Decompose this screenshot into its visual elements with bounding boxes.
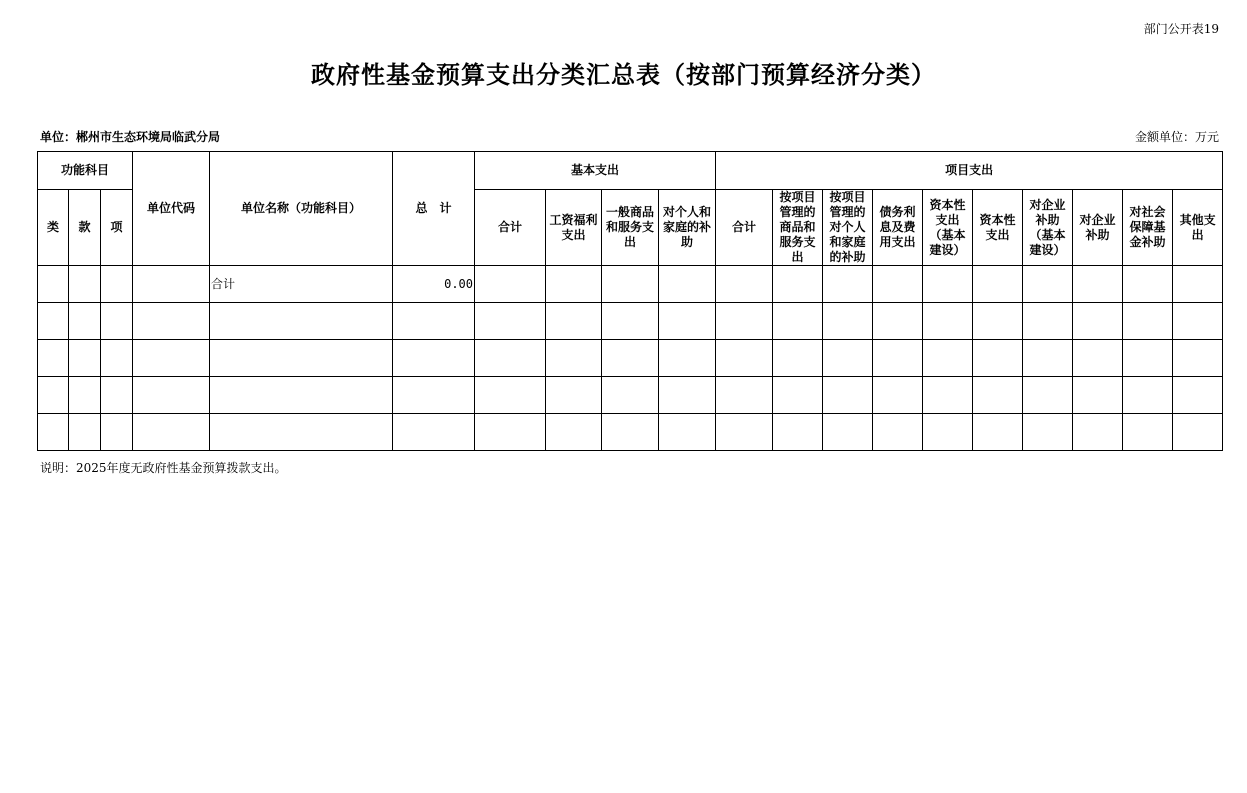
header-project-col: 对社会保障基金补助: [1123, 190, 1173, 266]
cell-amount: [1023, 340, 1073, 377]
cell-lei: [38, 377, 69, 414]
cell-total: [393, 340, 475, 377]
cell-lei: [38, 414, 69, 451]
cell-amount: [716, 266, 773, 303]
cell-unit-name: 合计: [210, 266, 393, 303]
header-project-col: 资本性支出: [973, 190, 1023, 266]
cell-unit-code: [133, 266, 210, 303]
cell-amount: [602, 340, 659, 377]
header-kuan: 款: [69, 190, 101, 266]
cell-xiang: [101, 377, 133, 414]
cell-amount: [1073, 414, 1123, 451]
cell-unit-code: [133, 377, 210, 414]
cell-amount: [823, 266, 873, 303]
amount-unit: 金额单位：万元: [1134, 130, 1219, 144]
cell-kuan: [69, 377, 101, 414]
cell-xiang: [101, 414, 133, 451]
cell-amount: [659, 377, 716, 414]
cell-amount: [1023, 377, 1073, 414]
header-function-subject: 功能科目: [38, 152, 133, 190]
table-row: [38, 266, 1223, 303]
cell-amount: [823, 340, 873, 377]
cell-amount: [1073, 340, 1123, 377]
cell-unit-name: [210, 340, 393, 377]
cell-xiang: [101, 340, 133, 377]
cell-amount: [873, 303, 923, 340]
cell-total: [393, 377, 475, 414]
footnote: 说明：2025年度无政府性基金预算拨款支出。: [40, 461, 287, 475]
cell-amount: [823, 377, 873, 414]
cell-amount: [973, 266, 1023, 303]
reporting-unit: 单位：郴州市生态环境局临武分局: [40, 130, 221, 144]
header-basic-col: 对个人和家庭的补助: [659, 190, 716, 266]
cell-amount: [1073, 303, 1123, 340]
cell-kuan: [69, 340, 101, 377]
cell-amount: [716, 377, 773, 414]
table-row: [38, 377, 1223, 414]
header-project-col: 债务利息及费用支出: [873, 190, 923, 266]
cell-amount: [546, 303, 602, 340]
header-xiang: 项: [101, 190, 133, 266]
table-row: [38, 414, 1223, 451]
cell-amount: [1123, 377, 1173, 414]
cell-amount: [1073, 377, 1123, 414]
cell-amount: [773, 414, 823, 451]
cell-amount: [475, 303, 546, 340]
cell-amount: [546, 377, 602, 414]
cell-amount: [659, 340, 716, 377]
cell-amount: [1123, 414, 1173, 451]
cell-amount: [773, 303, 823, 340]
cell-amount: [773, 377, 823, 414]
cell-kuan: [69, 414, 101, 451]
header-basic-expenditure: 基本支出: [475, 152, 716, 190]
cell-amount: [602, 303, 659, 340]
cell-unit-name: [210, 377, 393, 414]
cell-amount: [773, 266, 823, 303]
table-row: [38, 340, 1223, 377]
cell-amount: [1173, 377, 1223, 414]
cell-amount: [973, 303, 1023, 340]
cell-total: 0.00: [393, 266, 475, 303]
cell-amount: [1123, 340, 1173, 377]
cell-amount: [1173, 303, 1223, 340]
cell-unit-code: [133, 303, 210, 340]
page-title: 政府性基金预算支出分类汇总表（按部门预算经济分类）: [311, 61, 936, 89]
cell-amount: [475, 377, 546, 414]
header-project-col: 对企业补助: [1073, 190, 1123, 266]
cell-amount: [1173, 266, 1223, 303]
cell-lei: [38, 266, 69, 303]
cell-amount: [973, 340, 1023, 377]
cell-kuan: [69, 266, 101, 303]
cell-amount: [1073, 266, 1123, 303]
header-lei: 类: [38, 190, 69, 266]
cell-amount: [1123, 303, 1173, 340]
cell-lei: [38, 303, 69, 340]
header-basic-col: 工资福利支出: [546, 190, 602, 266]
cell-amount: [475, 266, 546, 303]
header-basic-col: 合计: [475, 190, 546, 266]
cell-amount: [659, 414, 716, 451]
cell-amount: [923, 303, 973, 340]
cell-unit-code: [133, 340, 210, 377]
cell-amount: [923, 377, 973, 414]
cell-lei: [38, 340, 69, 377]
cell-total: [393, 414, 475, 451]
cell-amount: [1023, 414, 1073, 451]
form-number: 部门公开表19: [1143, 22, 1219, 36]
expenditure-table: [37, 151, 1223, 451]
header-project-col: 其他支出: [1173, 190, 1223, 266]
cell-total: [393, 303, 475, 340]
cell-amount: [823, 414, 873, 451]
table-row: [38, 303, 1223, 340]
header-project-col: 对企业补助（基本建设）: [1023, 190, 1073, 266]
cell-amount: [602, 414, 659, 451]
cell-amount: [475, 340, 546, 377]
table-body: [38, 266, 1223, 451]
cell-unit-name: [210, 414, 393, 451]
header-unit-code: 单位代码: [133, 152, 210, 266]
header-project-col: 合计: [716, 190, 773, 266]
cell-amount: [873, 377, 923, 414]
header-total: 总 计: [393, 152, 475, 266]
cell-amount: [546, 266, 602, 303]
cell-amount: [602, 377, 659, 414]
cell-amount: [973, 377, 1023, 414]
header-project-col: 资本性支出（基本建设）: [923, 190, 973, 266]
cell-amount: [716, 303, 773, 340]
header-project-expenditure: 项目支出: [716, 152, 1223, 190]
cell-amount: [1023, 303, 1073, 340]
cell-amount: [546, 340, 602, 377]
cell-amount: [873, 340, 923, 377]
cell-amount: [923, 340, 973, 377]
header-unit-name: 单位名称（功能科目）: [210, 152, 393, 266]
cell-amount: [873, 414, 923, 451]
cell-amount: [873, 266, 923, 303]
cell-amount: [973, 414, 1023, 451]
cell-amount: [1023, 266, 1073, 303]
cell-unit-name: [210, 303, 393, 340]
header-project-col: 按项目管理的商品和服务支出: [773, 190, 823, 266]
cell-amount: [602, 266, 659, 303]
cell-xiang: [101, 266, 133, 303]
cell-amount: [1173, 414, 1223, 451]
cell-unit-code: [133, 414, 210, 451]
cell-kuan: [69, 303, 101, 340]
cell-amount: [1123, 266, 1173, 303]
cell-amount: [716, 340, 773, 377]
cell-amount: [659, 266, 716, 303]
cell-amount: [546, 414, 602, 451]
header-basic-col: 一般商品和服务支出: [602, 190, 659, 266]
cell-amount: [923, 414, 973, 451]
cell-xiang: [101, 303, 133, 340]
cell-amount: [1173, 340, 1223, 377]
cell-amount: [773, 340, 823, 377]
cell-amount: [716, 414, 773, 451]
cell-amount: [659, 303, 716, 340]
header-project-col: 按项目管理的对个人和家庭的补助: [823, 190, 873, 266]
cell-amount: [475, 414, 546, 451]
cell-amount: [923, 266, 973, 303]
cell-amount: [823, 303, 873, 340]
